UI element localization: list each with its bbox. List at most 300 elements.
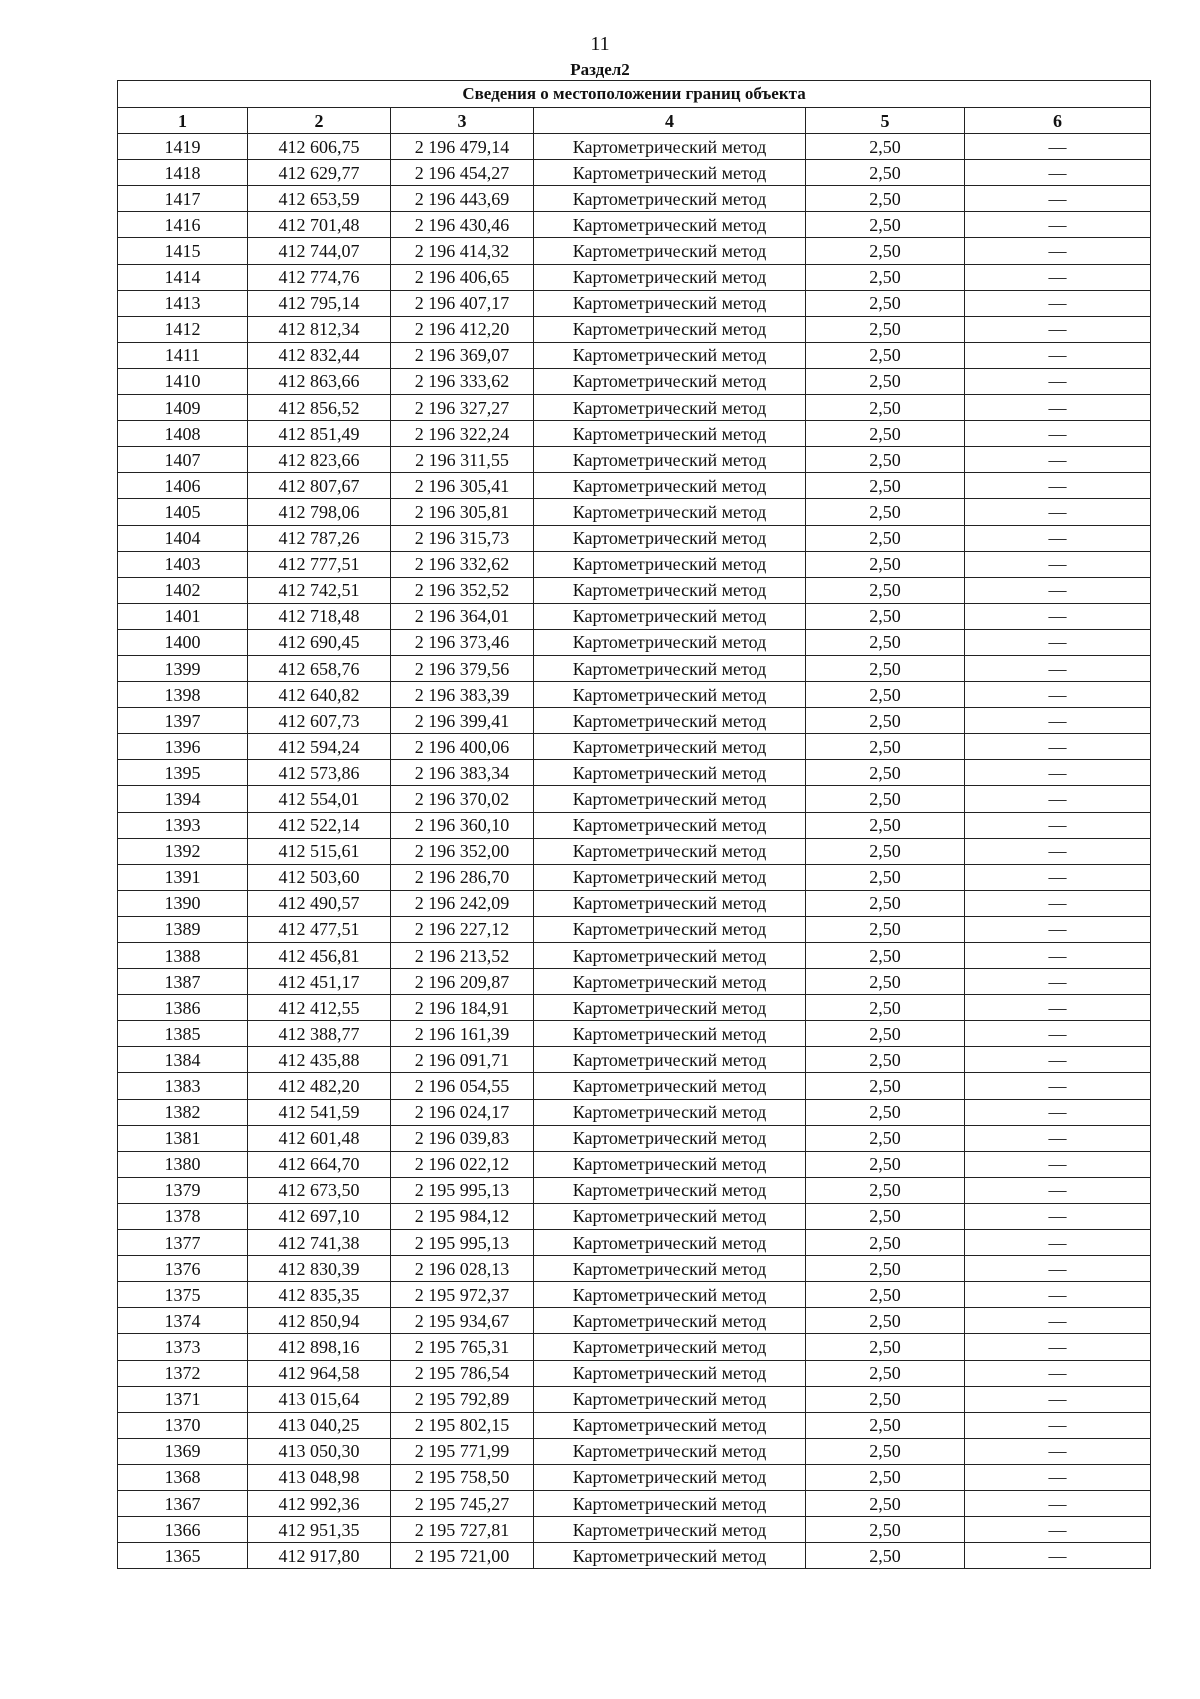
x-coordinate-cell: 412 823,66 [248, 447, 391, 473]
note-cell: — [965, 212, 1151, 238]
accuracy-cell: 2,50 [806, 1073, 965, 1099]
accuracy-cell: 2,50 [806, 316, 965, 342]
point-number-cell: 1381 [118, 1125, 248, 1151]
y-coordinate-cell: 2 195 721,00 [391, 1543, 534, 1569]
note-cell: — [965, 1099, 1151, 1125]
table-body [118, 134, 1151, 1569]
method-cell: Картометрический метод [534, 473, 806, 499]
point-number-cell: 1400 [118, 629, 248, 655]
method-cell: Картометрический метод [534, 1256, 806, 1282]
y-coordinate-cell: 2 196 091,71 [391, 1047, 534, 1073]
y-coordinate-cell: 2 196 213,52 [391, 943, 534, 969]
note-cell: — [965, 1464, 1151, 1490]
method-cell: Картометрический метод [534, 1360, 806, 1386]
accuracy-cell: 2,50 [806, 290, 965, 316]
y-coordinate-cell: 2 196 352,00 [391, 838, 534, 864]
note-cell: — [965, 708, 1151, 734]
table-row [118, 160, 1151, 186]
y-coordinate-cell: 2 196 373,46 [391, 629, 534, 655]
point-number-cell: 1390 [118, 890, 248, 916]
method-cell: Картометрический метод [534, 1438, 806, 1464]
point-number-cell: 1406 [118, 473, 248, 499]
method-cell: Картометрический метод [534, 342, 806, 368]
y-coordinate-cell: 2 196 369,07 [391, 342, 534, 368]
accuracy-cell: 2,50 [806, 160, 965, 186]
column-header: 2 [248, 108, 391, 134]
method-cell: Картометрический метод [534, 969, 806, 995]
point-number-cell: 1402 [118, 577, 248, 603]
x-coordinate-cell: 412 607,73 [248, 708, 391, 734]
y-coordinate-cell: 2 196 414,32 [391, 238, 534, 264]
x-coordinate-cell: 412 777,51 [248, 551, 391, 577]
x-coordinate-cell: 412 515,61 [248, 838, 391, 864]
table-row [118, 316, 1151, 342]
method-cell: Картометрический метод [534, 812, 806, 838]
table-row [118, 577, 1151, 603]
column-header: 3 [391, 108, 534, 134]
point-number-cell: 1388 [118, 943, 248, 969]
table-row [118, 525, 1151, 551]
section-title: Раздел2 [570, 60, 630, 79]
table-row [118, 395, 1151, 421]
y-coordinate-cell: 2 196 333,62 [391, 368, 534, 394]
method-cell: Картометрический метод [534, 577, 806, 603]
table-row [118, 186, 1151, 212]
y-coordinate-cell: 2 195 934,67 [391, 1308, 534, 1334]
table-row [118, 838, 1151, 864]
y-coordinate-cell: 2 195 984,12 [391, 1203, 534, 1229]
method-cell: Картометрический метод [534, 1151, 806, 1177]
x-coordinate-cell: 412 812,34 [248, 316, 391, 342]
accuracy-cell: 2,50 [806, 1464, 965, 1490]
table-row [118, 1334, 1151, 1360]
note-cell: — [965, 342, 1151, 368]
x-coordinate-cell: 412 606,75 [248, 134, 391, 160]
method-cell: Картометрический метод [534, 864, 806, 890]
point-number-cell: 1368 [118, 1464, 248, 1490]
method-cell: Картометрический метод [534, 1490, 806, 1516]
note-cell: — [965, 1230, 1151, 1256]
note-cell: — [965, 264, 1151, 290]
note-cell: — [965, 395, 1151, 421]
accuracy-cell: 2,50 [806, 1360, 965, 1386]
x-coordinate-cell: 412 718,48 [248, 603, 391, 629]
accuracy-cell: 2,50 [806, 786, 965, 812]
accuracy-cell: 2,50 [806, 1334, 965, 1360]
method-cell: Картометрический метод [534, 1412, 806, 1438]
method-cell: Картометрический метод [534, 995, 806, 1021]
y-coordinate-cell: 2 196 315,73 [391, 525, 534, 551]
point-number-cell: 1414 [118, 264, 248, 290]
note-cell: — [965, 577, 1151, 603]
point-number-cell: 1371 [118, 1386, 248, 1412]
method-cell: Картометрический метод [534, 1203, 806, 1229]
y-coordinate-cell: 2 195 802,15 [391, 1412, 534, 1438]
point-number-cell: 1419 [118, 134, 248, 160]
point-number-cell: 1412 [118, 316, 248, 342]
method-cell: Картометрический метод [534, 1464, 806, 1490]
y-coordinate-cell: 2 196 305,81 [391, 499, 534, 525]
table-row [118, 551, 1151, 577]
method-cell: Картометрический метод [534, 238, 806, 264]
x-coordinate-cell: 412 541,59 [248, 1099, 391, 1125]
x-coordinate-cell: 413 050,30 [248, 1438, 391, 1464]
x-coordinate-cell: 412 787,26 [248, 525, 391, 551]
table-row [118, 421, 1151, 447]
x-coordinate-cell: 412 482,20 [248, 1073, 391, 1099]
note-cell: — [965, 760, 1151, 786]
table-row [118, 890, 1151, 916]
y-coordinate-cell: 2 196 454,27 [391, 160, 534, 186]
table-row [118, 212, 1151, 238]
x-coordinate-cell: 412 456,81 [248, 943, 391, 969]
method-cell: Картометрический метод [534, 1047, 806, 1073]
x-coordinate-cell: 412 554,01 [248, 786, 391, 812]
point-number-cell: 1393 [118, 812, 248, 838]
point-number-cell: 1392 [118, 838, 248, 864]
x-coordinate-cell: 412 851,49 [248, 421, 391, 447]
method-cell: Картометрический метод [534, 186, 806, 212]
point-number-cell: 1383 [118, 1073, 248, 1099]
table-header-row [118, 108, 1151, 134]
y-coordinate-cell: 2 196 286,70 [391, 864, 534, 890]
point-number-cell: 1399 [118, 655, 248, 681]
point-number-cell: 1404 [118, 525, 248, 551]
x-coordinate-cell: 412 690,45 [248, 629, 391, 655]
accuracy-cell: 2,50 [806, 1386, 965, 1412]
point-number-cell: 1365 [118, 1543, 248, 1569]
accuracy-cell: 2,50 [806, 264, 965, 290]
x-coordinate-cell: 412 856,52 [248, 395, 391, 421]
table-caption-row [118, 81, 1151, 108]
note-cell: — [965, 1490, 1151, 1516]
method-cell: Картометрический метод [534, 368, 806, 394]
y-coordinate-cell: 2 195 771,99 [391, 1438, 534, 1464]
table-row [118, 1203, 1151, 1229]
x-coordinate-cell: 412 863,66 [248, 368, 391, 394]
method-cell: Картометрический метод [534, 1125, 806, 1151]
table-row [118, 290, 1151, 316]
table-row [118, 1490, 1151, 1516]
method-cell: Картометрический метод [534, 316, 806, 342]
y-coordinate-cell: 2 196 039,83 [391, 1125, 534, 1151]
y-coordinate-cell: 2 196 184,91 [391, 995, 534, 1021]
method-cell: Картометрический метод [534, 1230, 806, 1256]
x-coordinate-cell: 412 594,24 [248, 734, 391, 760]
column-header: 1 [118, 108, 248, 134]
accuracy-cell: 2,50 [806, 734, 965, 760]
note-cell: — [965, 603, 1151, 629]
method-cell: Картометрический метод [534, 499, 806, 525]
method-cell: Картометрический метод [534, 160, 806, 186]
y-coordinate-cell: 2 196 161,39 [391, 1021, 534, 1047]
accuracy-cell: 2,50 [806, 812, 965, 838]
x-coordinate-cell: 412 795,14 [248, 290, 391, 316]
point-number-cell: 1382 [118, 1099, 248, 1125]
method-cell: Картометрический метод [534, 551, 806, 577]
accuracy-cell: 2,50 [806, 421, 965, 447]
point-number-cell: 1408 [118, 421, 248, 447]
y-coordinate-cell: 2 195 792,89 [391, 1386, 534, 1412]
method-cell: Картометрический метод [534, 682, 806, 708]
note-cell: — [965, 1073, 1151, 1099]
x-coordinate-cell: 412 741,38 [248, 1230, 391, 1256]
point-number-cell: 1380 [118, 1151, 248, 1177]
y-coordinate-cell: 2 196 327,27 [391, 395, 534, 421]
x-coordinate-cell: 412 951,35 [248, 1517, 391, 1543]
note-cell: — [965, 629, 1151, 655]
y-coordinate-cell: 2 196 399,41 [391, 708, 534, 734]
method-cell: Картометрический метод [534, 890, 806, 916]
accuracy-cell: 2,50 [806, 943, 965, 969]
note-cell: — [965, 812, 1151, 838]
point-number-cell: 1417 [118, 186, 248, 212]
accuracy-cell: 2,50 [806, 838, 965, 864]
table-row [118, 1360, 1151, 1386]
table-row [118, 1438, 1151, 1464]
note-cell: — [965, 1438, 1151, 1464]
point-number-cell: 1410 [118, 368, 248, 394]
note-cell: — [965, 682, 1151, 708]
x-coordinate-cell: 412 573,86 [248, 760, 391, 786]
y-coordinate-cell: 2 196 412,20 [391, 316, 534, 342]
accuracy-cell: 2,50 [806, 186, 965, 212]
table-row [118, 1308, 1151, 1334]
point-number-cell: 1407 [118, 447, 248, 473]
point-number-cell: 1386 [118, 995, 248, 1021]
x-coordinate-cell: 412 629,77 [248, 160, 391, 186]
note-cell: — [965, 1151, 1151, 1177]
x-coordinate-cell: 413 040,25 [248, 1412, 391, 1438]
x-coordinate-cell: 412 653,59 [248, 186, 391, 212]
y-coordinate-cell: 2 196 242,09 [391, 890, 534, 916]
method-cell: Картометрический метод [534, 1021, 806, 1047]
method-cell: Картометрический метод [534, 786, 806, 812]
y-coordinate-cell: 2 196 024,17 [391, 1099, 534, 1125]
note-cell: — [965, 525, 1151, 551]
accuracy-cell: 2,50 [806, 577, 965, 603]
note-cell: — [965, 368, 1151, 394]
x-coordinate-cell: 412 798,06 [248, 499, 391, 525]
table-row [118, 1151, 1151, 1177]
x-coordinate-cell: 412 412,55 [248, 995, 391, 1021]
y-coordinate-cell: 2 196 383,39 [391, 682, 534, 708]
note-cell: — [965, 551, 1151, 577]
method-cell: Картометрический метод [534, 1073, 806, 1099]
note-cell: — [965, 1047, 1151, 1073]
table-row [118, 1021, 1151, 1047]
accuracy-cell: 2,50 [806, 1203, 965, 1229]
point-number-cell: 1375 [118, 1282, 248, 1308]
x-coordinate-cell: 412 992,36 [248, 1490, 391, 1516]
y-coordinate-cell: 2 195 972,37 [391, 1282, 534, 1308]
accuracy-cell: 2,50 [806, 1543, 965, 1569]
accuracy-cell: 2,50 [806, 603, 965, 629]
y-coordinate-cell: 2 196 407,17 [391, 290, 534, 316]
table-row [118, 1543, 1151, 1569]
table-row [118, 499, 1151, 525]
accuracy-cell: 2,50 [806, 708, 965, 734]
point-number-cell: 1403 [118, 551, 248, 577]
note-cell: — [965, 447, 1151, 473]
accuracy-cell: 2,50 [806, 1151, 965, 1177]
point-number-cell: 1366 [118, 1517, 248, 1543]
table-row [118, 368, 1151, 394]
y-coordinate-cell: 2 196 383,34 [391, 760, 534, 786]
note-cell: — [965, 1256, 1151, 1282]
accuracy-cell: 2,50 [806, 1021, 965, 1047]
note-cell: — [965, 160, 1151, 186]
column-header: 6 [965, 108, 1151, 134]
accuracy-cell: 2,50 [806, 499, 965, 525]
table-row [118, 1464, 1151, 1490]
note-cell: — [965, 499, 1151, 525]
y-coordinate-cell: 2 195 786,54 [391, 1360, 534, 1386]
y-coordinate-cell: 2 196 379,56 [391, 655, 534, 681]
y-coordinate-cell: 2 195 995,13 [391, 1230, 534, 1256]
table-row [118, 264, 1151, 290]
point-number-cell: 1367 [118, 1490, 248, 1516]
x-coordinate-cell: 412 774,76 [248, 264, 391, 290]
accuracy-cell: 2,50 [806, 447, 965, 473]
table-row [118, 1517, 1151, 1543]
accuracy-cell: 2,50 [806, 655, 965, 681]
note-cell: — [965, 916, 1151, 942]
note-cell: — [965, 1334, 1151, 1360]
table-row [118, 760, 1151, 786]
x-coordinate-cell: 412 807,67 [248, 473, 391, 499]
x-coordinate-cell: 412 701,48 [248, 212, 391, 238]
table-row [118, 864, 1151, 890]
table-row [118, 682, 1151, 708]
accuracy-cell: 2,50 [806, 1099, 965, 1125]
x-coordinate-cell: 412 697,10 [248, 1203, 391, 1229]
method-cell: Картометрический метод [534, 708, 806, 734]
x-coordinate-cell: 412 490,57 [248, 890, 391, 916]
point-number-cell: 1409 [118, 395, 248, 421]
x-coordinate-cell: 412 832,44 [248, 342, 391, 368]
accuracy-cell: 2,50 [806, 1125, 965, 1151]
boundary-coordinates-table [117, 80, 1151, 1569]
point-number-cell: 1377 [118, 1230, 248, 1256]
table-row [118, 1282, 1151, 1308]
method-cell: Картометрический метод [534, 447, 806, 473]
note-cell: — [965, 316, 1151, 342]
point-number-cell: 1376 [118, 1256, 248, 1282]
note-cell: — [965, 1386, 1151, 1412]
point-number-cell: 1396 [118, 734, 248, 760]
note-cell: — [965, 786, 1151, 812]
point-number-cell: 1370 [118, 1412, 248, 1438]
table-row [118, 1047, 1151, 1073]
accuracy-cell: 2,50 [806, 682, 965, 708]
accuracy-cell: 2,50 [806, 1438, 965, 1464]
table-row [118, 1099, 1151, 1125]
table-row [118, 995, 1151, 1021]
point-number-cell: 1395 [118, 760, 248, 786]
note-cell: — [965, 1203, 1151, 1229]
note-cell: — [965, 734, 1151, 760]
y-coordinate-cell: 2 196 028,13 [391, 1256, 534, 1282]
note-cell: — [965, 1360, 1151, 1386]
note-cell: — [965, 655, 1151, 681]
table-row [118, 134, 1151, 160]
x-coordinate-cell: 412 658,76 [248, 655, 391, 681]
note-cell: — [965, 864, 1151, 890]
x-coordinate-cell: 412 673,50 [248, 1177, 391, 1203]
x-coordinate-cell: 412 640,82 [248, 682, 391, 708]
point-number-cell: 1397 [118, 708, 248, 734]
accuracy-cell: 2,50 [806, 395, 965, 421]
x-coordinate-cell: 412 917,80 [248, 1543, 391, 1569]
note-cell: — [965, 238, 1151, 264]
accuracy-cell: 2,50 [806, 1047, 965, 1073]
accuracy-cell: 2,50 [806, 760, 965, 786]
table-row [118, 1230, 1151, 1256]
accuracy-cell: 2,50 [806, 212, 965, 238]
accuracy-cell: 2,50 [806, 1490, 965, 1516]
accuracy-cell: 2,50 [806, 864, 965, 890]
y-coordinate-cell: 2 195 745,27 [391, 1490, 534, 1516]
y-coordinate-cell: 2 196 311,55 [391, 447, 534, 473]
point-number-cell: 1413 [118, 290, 248, 316]
note-cell: — [965, 890, 1151, 916]
method-cell: Картометрический метод [534, 290, 806, 316]
y-coordinate-cell: 2 195 995,13 [391, 1177, 534, 1203]
accuracy-cell: 2,50 [806, 916, 965, 942]
point-number-cell: 1384 [118, 1047, 248, 1073]
table-row [118, 1073, 1151, 1099]
note-cell: — [965, 969, 1151, 995]
x-coordinate-cell: 413 048,98 [248, 1464, 391, 1490]
method-cell: Картометрический метод [534, 421, 806, 447]
point-number-cell: 1418 [118, 160, 248, 186]
method-cell: Картометрический метод [534, 212, 806, 238]
table-row [118, 447, 1151, 473]
accuracy-cell: 2,50 [806, 890, 965, 916]
method-cell: Картометрический метод [534, 134, 806, 160]
page-number: 11 [590, 33, 610, 55]
note-cell: — [965, 1282, 1151, 1308]
accuracy-cell: 2,50 [806, 525, 965, 551]
point-number-cell: 1373 [118, 1334, 248, 1360]
x-coordinate-cell: 412 477,51 [248, 916, 391, 942]
accuracy-cell: 2,50 [806, 995, 965, 1021]
method-cell: Картометрический метод [534, 1177, 806, 1203]
y-coordinate-cell: 2 196 022,12 [391, 1151, 534, 1177]
y-coordinate-cell: 2 196 305,41 [391, 473, 534, 499]
accuracy-cell: 2,50 [806, 1517, 965, 1543]
method-cell: Картометрический метод [534, 655, 806, 681]
table-row [118, 1386, 1151, 1412]
note-cell: — [965, 1308, 1151, 1334]
accuracy-cell: 2,50 [806, 1282, 965, 1308]
method-cell: Картометрический метод [534, 1386, 806, 1412]
table-row [118, 603, 1151, 629]
method-cell: Картометрический метод [534, 395, 806, 421]
point-number-cell: 1394 [118, 786, 248, 812]
y-coordinate-cell: 2 196 332,62 [391, 551, 534, 577]
accuracy-cell: 2,50 [806, 342, 965, 368]
note-cell: — [965, 1517, 1151, 1543]
accuracy-cell: 2,50 [806, 1256, 965, 1282]
accuracy-cell: 2,50 [806, 238, 965, 264]
note-cell: — [965, 186, 1151, 212]
accuracy-cell: 2,50 [806, 1412, 965, 1438]
x-coordinate-cell: 412 522,14 [248, 812, 391, 838]
x-coordinate-cell: 412 830,39 [248, 1256, 391, 1282]
method-cell: Картометрический метод [534, 1334, 806, 1360]
